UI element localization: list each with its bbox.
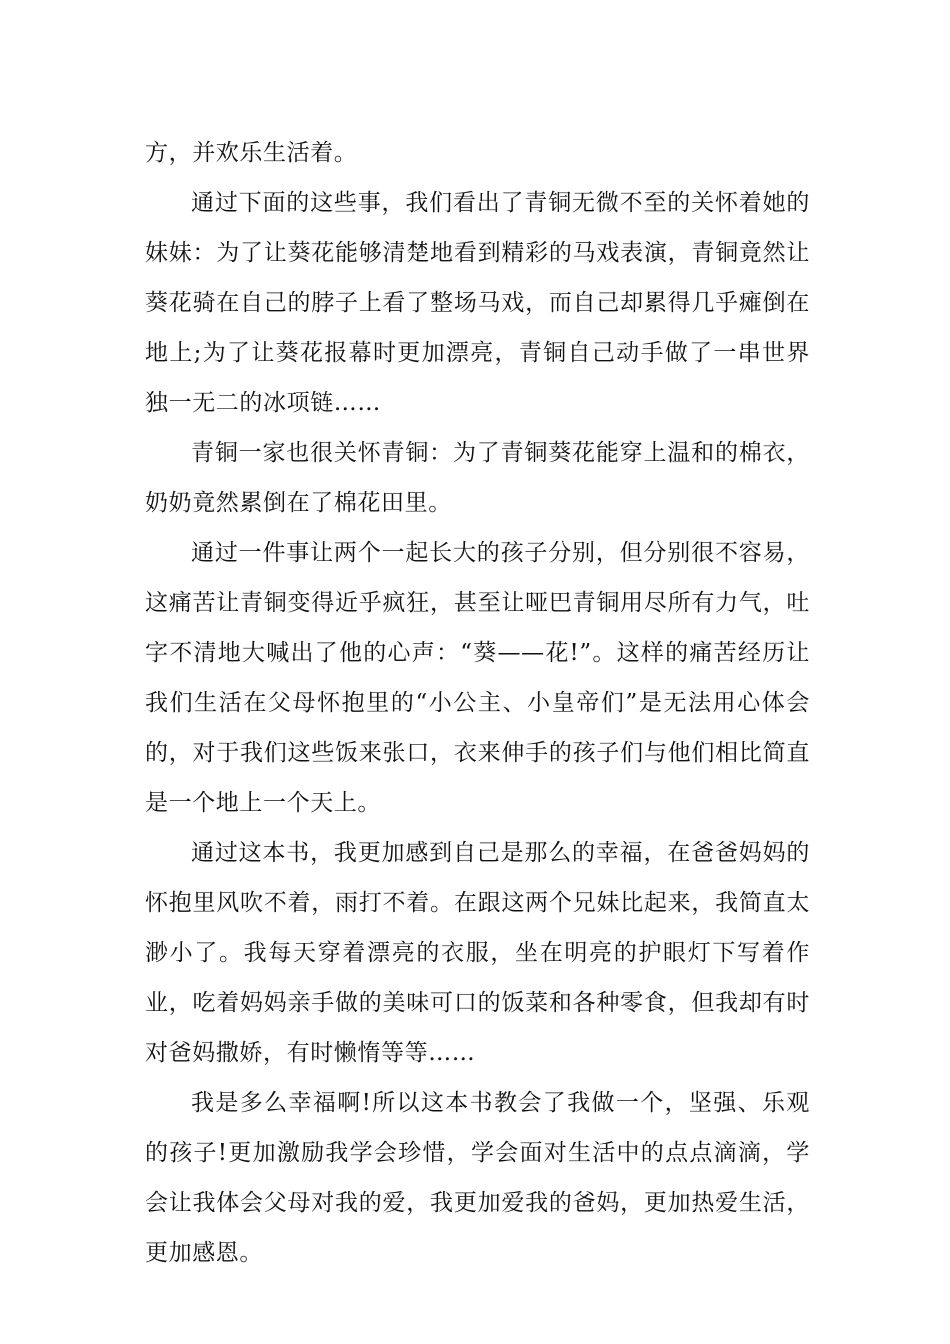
- paragraph-2: 通过下面的这些事，我们看出了青铜无微不至的关怀着她的妹妹：为了让葵花能够清楚地看到精彩的马戏表演，青铜竟然让葵花骑在自己的脖子上看了整场马戏，而自己却累得几乎瘫倒在地上;为了让葵花报幕时更加漂亮，青铜自己动手做了一串世界独一无二的冰项链……: [145, 190, 810, 416]
- paragraph-3: 青铜一家也很关怀青铜：为了青铜葵花能穿上温和的棉衣，奶奶竟然累倒在了棉花田里。: [145, 440, 810, 516]
- paragraph-5: 通过这本书，我更加感到自己是那么的幸福，在爸爸妈妈的怀抱里风吹不着，雨打不着。在跟这两个兄妹比起来，我简直太渺小了。我每天穿着漂亮的衣服，坐在明亮的护眼灯下写着作业，吃着妈妈亲手做的美味可口的饭菜和各种零食，但我却有时对爸妈撒娇，有时懒惰等等……: [145, 840, 810, 1066]
- paragraph-6: 我是多么幸福啊!所以这本书教会了我做一个，坚强、乐观的孩子!更加激励我学会珍惜，学会面对生活中的点点滴滴，学会让我体会父母对我的爱，我更加爱我的爸妈，更加热爱生活，更加感恩。: [145, 1090, 810, 1266]
- document-body: [145, 128, 810, 1278]
- paragraph-1: 方，并欢乐生活着。: [145, 140, 358, 166]
- paragraph-4: 通过一件事让两个一起长大的孩子分别，但分别很不容易，这痛苦让青铜变得近乎疯狂，甚至让哑巴青铜用尽所有力气，吐字不清地大喊出了他的心声：“葵——花!”。这样的痛苦经历让我们生活在父母怀抱里的“小公主、小皇帝们”是无法用心体会的，对于我们这些饭来张口，衣来伸手的孩子们与他们相比简直是一个地上一个天上。: [145, 540, 810, 816]
